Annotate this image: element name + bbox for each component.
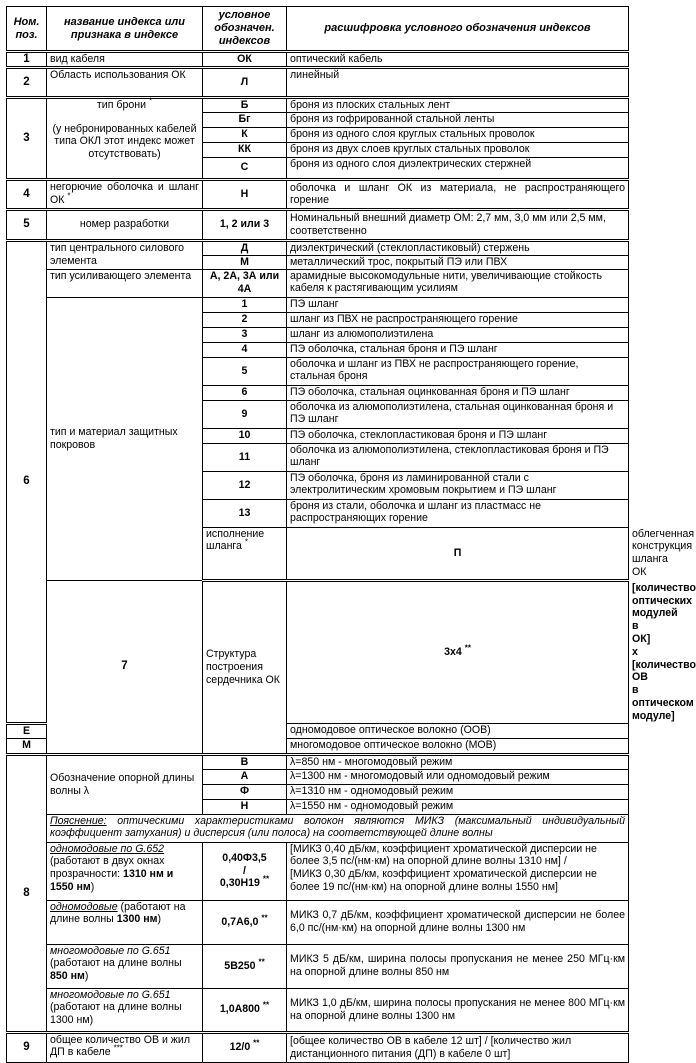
row-code: 11: [203, 443, 287, 471]
row-code: А: [203, 769, 287, 784]
row-desc: броня из одного слоя круглых стальных проволок: [287, 127, 629, 142]
note-text: оптическими характеристиками волокон являются МИКЗ (максимальный индивидуальный коэффициент затухания) и дисперсия (или полоса) на соответствующей длине волны: [50, 814, 625, 840]
row-desc: шланг из ПВХ не распространяющего горение: [287, 312, 629, 327]
row-desc: оболочка и шланг ОК из материала, не распространяющего горение: [287, 179, 629, 209]
row-code: [287, 580, 629, 723]
row-code: [203, 944, 287, 988]
row-desc: броня из гофрированной стальной ленты: [287, 112, 629, 127]
row-desc: λ=1300 нм - многомодовый или одномодовый режим: [287, 769, 629, 784]
footnote-mark: **: [261, 913, 268, 923]
row-num: 1: [7, 52, 47, 68]
table-row: [7, 900, 629, 944]
row-code: 10: [203, 428, 287, 443]
row-code: [203, 900, 287, 944]
row-code: Л: [203, 67, 287, 97]
table-row: [7, 179, 629, 209]
fiber-type-note: (работают в двух окнах прозрачности:: [50, 855, 165, 881]
row-desc: броня из стали, оболочка и шланг из пластмасс не распространяющих горение: [287, 499, 629, 527]
row-desc: броня из двух слоев круглых стальных проволок: [287, 142, 629, 157]
row-desc: диэлектрический (стеклопластиковый) стержень: [287, 240, 629, 255]
note-label: Пояснение:: [50, 814, 107, 827]
row-code: 1, 2 или 3: [203, 209, 287, 240]
row-num: 8: [7, 754, 47, 1032]
row-name-text: общее количество ОВ и жил ДП в кабеле: [50, 1033, 190, 1059]
row-code: 4: [203, 342, 287, 357]
row-code: 13: [203, 499, 287, 527]
row-name-text: исполнение шланга: [206, 527, 265, 553]
table-row: [7, 97, 629, 112]
row-name: многомодовые по G.651 (работают на длине волны 850 нм): [47, 944, 203, 988]
explanation-note: [47, 814, 629, 842]
table-row: [7, 754, 629, 769]
row-code: 9: [203, 400, 287, 428]
row-desc: арамидные высокомодульные нити, увеличивающие стойкость кабеля к растягивающим усилиям: [287, 269, 629, 297]
row-num: 6: [7, 240, 47, 723]
row-desc: металлический трос, покрытый ПЭ или ПВХ: [287, 255, 629, 269]
row-desc: ПЭ оболочка, стальная оцинкованная броня и ПЭ шланг: [287, 385, 629, 400]
footnote-mark: *: [67, 191, 71, 201]
row-desc: ПЭ шланг: [287, 297, 629, 312]
row-name: [203, 527, 287, 580]
row-num: 9: [7, 1032, 47, 1062]
footnote-mark: ***: [113, 1043, 123, 1053]
row-name: одномодовые по G.652 (работают в двух окнах прозрачности: 1310 нм и 1550 нм): [47, 842, 203, 900]
row-code: М: [7, 738, 47, 754]
row-name: номер разработки: [47, 209, 203, 240]
row-code: ОК: [203, 52, 287, 68]
row-code-text: 0,40Ф3,5: [222, 851, 267, 864]
fiber-type-label: одномодовые по G.652: [50, 842, 165, 855]
row-desc: λ=1310 нм - одномодовый режим: [287, 784, 629, 799]
table-row: [7, 240, 629, 255]
row-code: Н: [203, 799, 287, 814]
row-desc: λ=1550 нм - одномодовый режим: [287, 799, 629, 814]
fiber-type-note: (работают на длине волны 1300 нм): [50, 1001, 182, 1027]
row-code: С: [203, 157, 287, 179]
row-desc: МИКЗ 1,0 дБ/км, ширина полосы пропускания не менее 800 МГц·км на опорной длине волны 1300 нм: [287, 988, 629, 1032]
row-name: [47, 988, 203, 1032]
footnote-mark: **: [262, 1000, 270, 1010]
row-code: П: [287, 527, 629, 580]
row-code: [203, 842, 287, 900]
fiber-type-label: многомодовые по G.651: [50, 944, 171, 957]
row-name: тип центрального силового элемента: [47, 240, 203, 269]
row-name: Обозначение опорной длины волны λ: [47, 754, 203, 814]
armor-type-note: (у небронированных кабелей типа ОКЛ этот индекс может отсутствовать): [52, 122, 197, 161]
row-name: вид кабеля: [47, 52, 203, 68]
fiber-type-wavelength: 1300 нм: [116, 913, 158, 926]
table-row: [7, 842, 629, 900]
footnote-mark: **: [258, 957, 265, 967]
row-name: тип и материал защитных покровов: [47, 297, 203, 580]
row-desc-text: [МИКЗ 0,40 дБ/км, коэффициент хроматической дисперсии не более 3,5 пс/(нм·км) на опорной длине волны 1310 нм] /: [290, 842, 597, 868]
footnote-mark: *: [244, 537, 249, 547]
row-desc: ПЭ оболочка, стальная броня и ПЭ шланг: [287, 342, 629, 357]
row-desc: λ=850 нм - многомодовый режим: [287, 754, 629, 769]
row-desc: одномодовое оптическое волокно (ООВ): [287, 723, 629, 738]
index-table-container: [6, 6, 696, 1063]
row-desc: оболочка из алюмополиэтилена, стеклопластиковая броня и ПЭ шланг: [287, 443, 629, 471]
row-code: Б: [203, 97, 287, 112]
row-num: 2: [7, 67, 47, 97]
row-desc: многомодовое оптическое волокно (МОВ): [287, 738, 629, 754]
row-desc: МИКЗ 5 дБ/км, ширина полосы пропускания не менее 250 МГц·км на опорной длине волны 850 нм: [287, 944, 629, 988]
row-code-text: 5В250: [224, 959, 256, 972]
row-code-text: 3х4: [444, 645, 462, 658]
footnote-mark: **: [253, 1038, 260, 1048]
row-code: [203, 1032, 287, 1062]
cable-index-table: [6, 6, 696, 1063]
table-row: [7, 52, 629, 68]
header-desc: расшифровка условного обозначения индексов: [287, 7, 629, 52]
row-name: тип усиливающего элемента: [47, 269, 203, 297]
row-code: [203, 988, 287, 1032]
table-row: [7, 944, 629, 988]
row-num: 4: [7, 179, 47, 209]
row-code: 3: [203, 327, 287, 342]
row-code: Е: [7, 723, 47, 738]
row-code: М: [203, 255, 287, 269]
row-code-text: 0,30Н19: [219, 877, 260, 890]
row-code: 6: [203, 385, 287, 400]
row-code: Д: [203, 240, 287, 255]
table-header-row: [7, 7, 629, 52]
table-row: 7 Структура построения сердечника ОК 3х4 ** [количество оптических модулей в ОК] х [количество ОВ в оптическом модуле]: [7, 580, 629, 723]
row-desc: ПЭ оболочка, стеклопластиковая броня и ПЭ шланг: [287, 428, 629, 443]
footnote-mark: *: [148, 96, 153, 106]
table-row: [7, 297, 629, 312]
row-code: 1: [203, 297, 287, 312]
row-code: 2: [203, 312, 287, 327]
table-row: исполнение шланга * П облегченная конструкция шланга ОК: [7, 527, 629, 580]
row-code-text: 1,0А800: [219, 1003, 260, 1016]
row-code: А, 2А, 3А или 4А: [203, 269, 287, 297]
row-desc: броня из плоских стальных лент: [287, 97, 629, 112]
row-code: Н: [203, 179, 287, 209]
row-code: 5: [203, 357, 287, 385]
row-desc: МИКЗ 0,7 дБ/км, коэффициент хроматической дисперсии не более 6,0 пс/(нм·км) на опорной длине волны 1300 нм: [287, 900, 629, 944]
row-num: 3: [7, 97, 47, 179]
row-name: [47, 179, 203, 209]
row-name: [47, 97, 203, 179]
armor-type-label: тип брони: [96, 98, 146, 111]
fiber-type-wavelength: 850 нм: [50, 970, 85, 983]
row-desc: Номинальный внешний диаметр ОМ: 2,7 мм, 3,0 мм или 2,5 мм, соответственно: [287, 209, 629, 240]
footnote-mark: **: [464, 643, 471, 653]
row-desc: оптический кабель: [287, 52, 629, 68]
fiber-type-wavelength: 1310 нм и 1550 нм: [50, 868, 174, 893]
row-desc: ПЭ оболочка, броня из ламинированной стали с электролитическим хромовым покрытием и ПЭ шланг: [287, 471, 629, 499]
row-name: одномодовые (работают на длине волны 1300 нм): [47, 900, 203, 944]
row-num: 7: [47, 580, 203, 754]
row-code: КК: [203, 142, 287, 157]
row-code: К: [203, 127, 287, 142]
row-desc: шланг из алюмополиэтилена: [287, 327, 629, 342]
header-name: название индекса или признака в индексе: [47, 7, 203, 52]
header-num: Ном. поз.: [7, 7, 47, 52]
row-name: [47, 1032, 203, 1062]
row-desc: оболочка и шланг из ПВХ не распространяющего горение, стальная броня: [287, 357, 629, 385]
row-desc: [общее количество ОВ в кабеле 12 шт] / [количество жил дистанционного питания (ДП) в кабеле 0 шт]: [287, 1032, 629, 1062]
table-row: [7, 988, 629, 1032]
fiber-type-note: (работают на длине волны: [50, 900, 186, 926]
row-desc: оболочка из алюмополиэтилена, стальная оцинкованная броня и ПЭ шланг: [287, 400, 629, 428]
footnote-mark: **: [262, 874, 270, 884]
row-name-text: негорючие оболочка и шланг ОК: [50, 180, 199, 206]
row-desc-text: [МИКЗ 0,30 дБ/км, коэффициент хроматической дисперсии не более 19 пс/(нм·км) на опорной длине волны 1550 нм]: [290, 868, 597, 893]
row-desc: линейный: [287, 67, 629, 97]
row-code: 12: [203, 471, 287, 499]
fiber-type-label: многомодовые по G.651: [50, 988, 171, 1001]
row-code-text: 12/0: [229, 1041, 251, 1054]
table-row: [7, 209, 629, 240]
row-num: 5: [7, 209, 47, 240]
row-code: Ф: [203, 784, 287, 799]
row-desc: [287, 842, 629, 900]
table-row: [7, 1032, 629, 1062]
row-code: В: [203, 754, 287, 769]
fiber-type-label: одномодовые: [50, 900, 118, 913]
fiber-type-note: (работают на длине волны: [50, 957, 182, 970]
row-name: Область использования ОК: [47, 67, 203, 97]
table-row: [7, 814, 629, 842]
row-code: Бг: [203, 112, 287, 127]
row-desc: броня из одного слоя диэлектрических стержней: [287, 157, 629, 179]
row-code-text: 0,7А6,0: [221, 915, 259, 928]
table-row: [7, 67, 629, 97]
table-row: [7, 269, 629, 297]
row-code-sep: /: [243, 864, 246, 877]
row-name: Структура построения сердечника ОК: [203, 580, 287, 754]
header-code: условное обозначен. индексов: [203, 7, 287, 52]
